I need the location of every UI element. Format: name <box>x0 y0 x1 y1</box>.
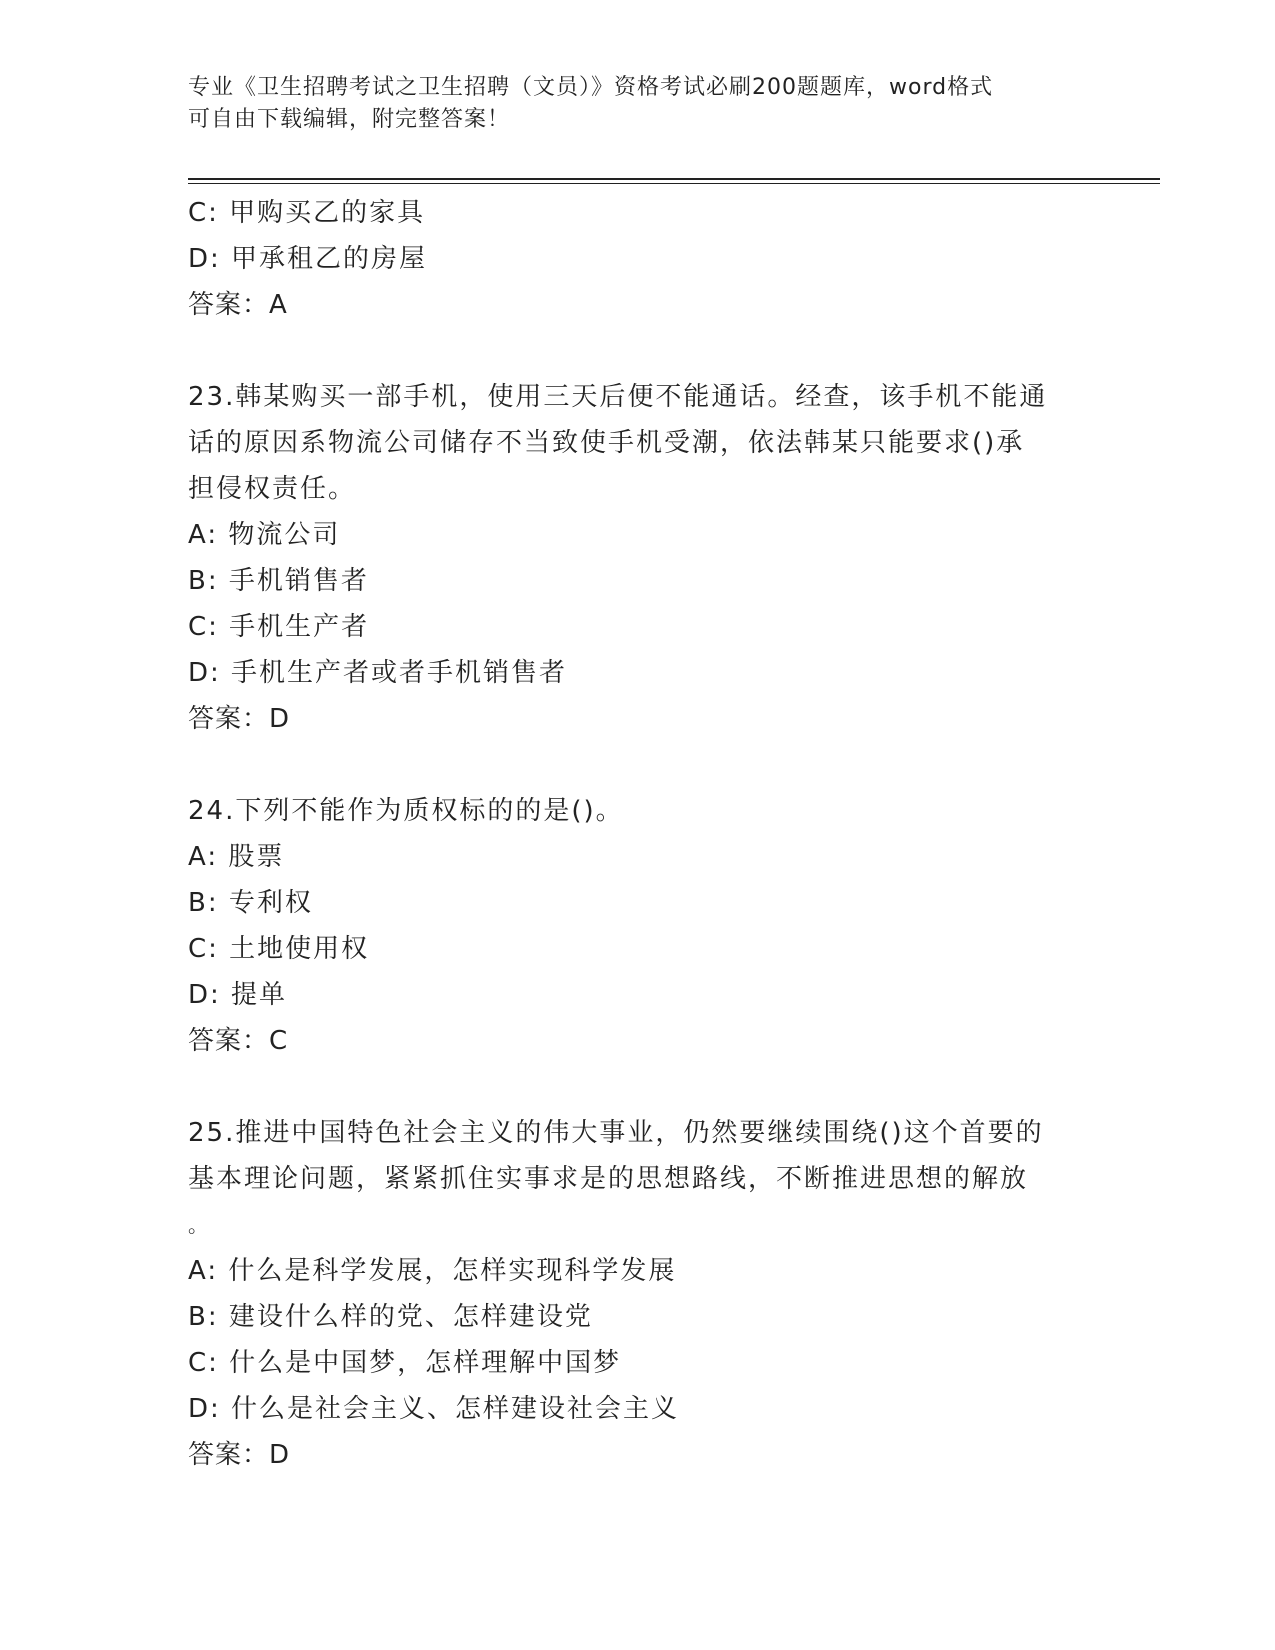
spacer <box>188 742 1088 788</box>
page-header <box>188 72 1068 136</box>
answer-line: 答案：C <box>188 1026 289 1056</box>
option-b: B: 建设什么样的党、怎样建设党 <box>188 1302 593 1332</box>
option-d: D: 手机生产者或者手机销售者 <box>188 658 568 688</box>
question-24 <box>188 788 1088 1064</box>
header-divider-thick <box>188 178 1160 180</box>
option-a: A: 股票 <box>188 842 285 872</box>
option-c: C: 土地使用权 <box>188 934 370 964</box>
option-c: C: 甲购买乙的家具 <box>188 198 426 228</box>
answer-line: 答案：D <box>188 1440 291 1470</box>
option-d: D: 甲承租乙的房屋 <box>188 244 428 274</box>
question-text-line: 24.下列不能作为质权标的的是()。 <box>188 796 624 826</box>
spacer <box>188 1064 1088 1110</box>
question-text-line: 25.推进中国特色社会主义的伟大事业，仍然要继续围绕()这个首要的 <box>188 1118 1044 1148</box>
header-line-1: 专业《卫生招聘考试之卫生招聘（文员）》资格考试必刷200题题库，word格式 <box>188 75 994 100</box>
option-d: D: 提单 <box>188 980 288 1010</box>
spacer <box>188 328 1088 374</box>
question-25 <box>188 1110 1088 1478</box>
question-text-line: 。 <box>188 1213 210 1237</box>
question-prev-block <box>188 190 1088 328</box>
header-line-2: 可自由下载编辑，附完整答案！ <box>188 107 511 132</box>
question-text-line: 基本理论问题，紧紧抓住实事求是的思想路线，不断推进思想的解放 <box>188 1164 1029 1194</box>
option-c: C: 手机生产者 <box>188 612 370 642</box>
option-a: A: 什么是科学发展，怎样实现科学发展 <box>188 1256 677 1286</box>
option-b: B: 专利权 <box>188 888 313 918</box>
question-23 <box>188 374 1088 742</box>
header-divider-thin <box>188 183 1160 184</box>
option-d: D: 什么是社会主义、怎样建设社会主义 <box>188 1394 680 1424</box>
option-a: A: 物流公司 <box>188 520 341 550</box>
answer-line: 答案：D <box>188 704 291 734</box>
question-text-line: 话的原因系物流公司储存不当致使手机受潮，依法韩某只能要求()承 <box>188 428 1025 458</box>
answer-line: 答案：A <box>188 290 288 320</box>
question-text-line: 23.韩某购买一部手机，使用三天后便不能通话。经查，该手机不能通 <box>188 382 1048 412</box>
question-list <box>188 190 1088 1478</box>
question-text-line: 担侵权责任。 <box>188 474 357 504</box>
option-b: B: 手机销售者 <box>188 566 369 596</box>
option-c: C: 什么是中国梦，怎样理解中国梦 <box>188 1348 622 1378</box>
